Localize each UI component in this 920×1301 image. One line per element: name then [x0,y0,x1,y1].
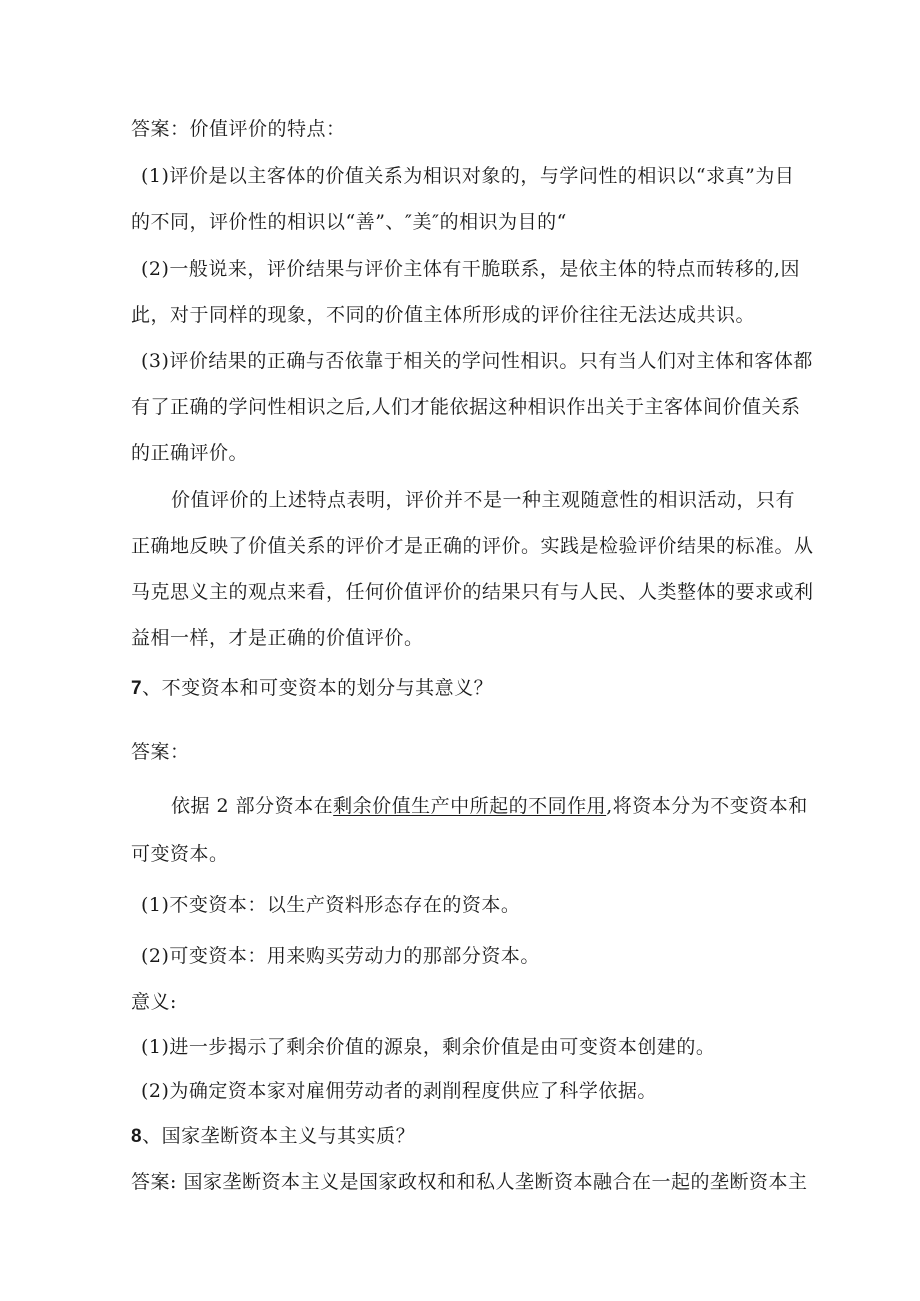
question-7-text: 、不变资本和可变资本的划分与其意义？ [142,677,494,699]
question-8-text: 、国家垄断资本主义与其实质？ [142,1125,416,1147]
summary-line-4: 益相一样，才是正确的价值评价。 [131,627,424,649]
question-8 [131,1124,415,1149]
answer-8-line-1: 答案: 国家垄断资本主义是国家政权和和私人垄断资本融合在一起的垄断资本主 [131,1171,808,1193]
feature-2-line-1: (2)一般说来，评价结果与评价主体有干脆联系，是依主体的特点而转移的,因 [141,258,800,280]
question-8-number: 8 [131,1126,143,1147]
summary-line-3: 马克思义主的观点来看，任何价值评价的结果只有与人民、人类整体的要求或利 [131,581,814,603]
variable-capital-item: (2)可变资本：用来购买劳动力的那部分资本。 [141,945,540,967]
answer-7-para-line-1 [171,794,808,818]
answer-7-para-post: ,将资本分为不变资本和 [606,795,808,817]
answer-7-para-pre: 依据 2 部分资本在 [171,795,334,817]
feature-3-line-3: 的正确评价。 [131,442,249,464]
summary-line-1: 价值评价的上述特点表明，评价并不是一种主观随意性的相识活动，只有 [171,489,796,511]
feature-3-line-1: (3)评价结果的正确与否依靠于相关的学问性相识。只有当人们对主体和客体都 [141,350,813,372]
question-7 [131,676,493,701]
underlined-phrase: 剩余价值生产中所起的不同作用 [333,795,607,817]
summary-line-2: 正确地反映了价值关系的评价才是正确的评价。实践是检验评价结果的标准。从 [131,535,814,557]
constant-capital-item: (1)不变资本：以生产资料形态存在的资本。 [141,894,521,916]
meaning-item-1: (1)进一步揭示了剩余价值的源泉，剩余价值是由可变资本创建的。 [141,1036,716,1058]
feature-2-line-2: 此，对于同样的现象，不同的价值主体所形成的评价往往无法达成共识。 [131,304,756,326]
question-7-number: 7 [131,678,143,699]
feature-1-line-1: (1)评价是以主客体的价值关系为相识对象的，与学问性的相识以“求真”为目 [141,165,795,187]
answer-7-para-line-2: 可变资本。 [131,843,229,865]
meaning-label: 意义: [131,991,177,1013]
answer-heading: 答案：价值评价的特点： [131,118,346,140]
feature-3-line-2: 有了正确的学问性相识之后,人们才能依据这种相识作出关于主客体间价值关系 [131,396,801,418]
answer-7-label: 答案： [131,741,190,763]
meaning-item-2: (2)为确定资本家对雇佣劳动者的剥削程度供应了科学依据。 [141,1080,657,1102]
feature-1-line-2: 的不同，评价性的相识以“善”、″美″的相识为目的“ [131,211,567,233]
